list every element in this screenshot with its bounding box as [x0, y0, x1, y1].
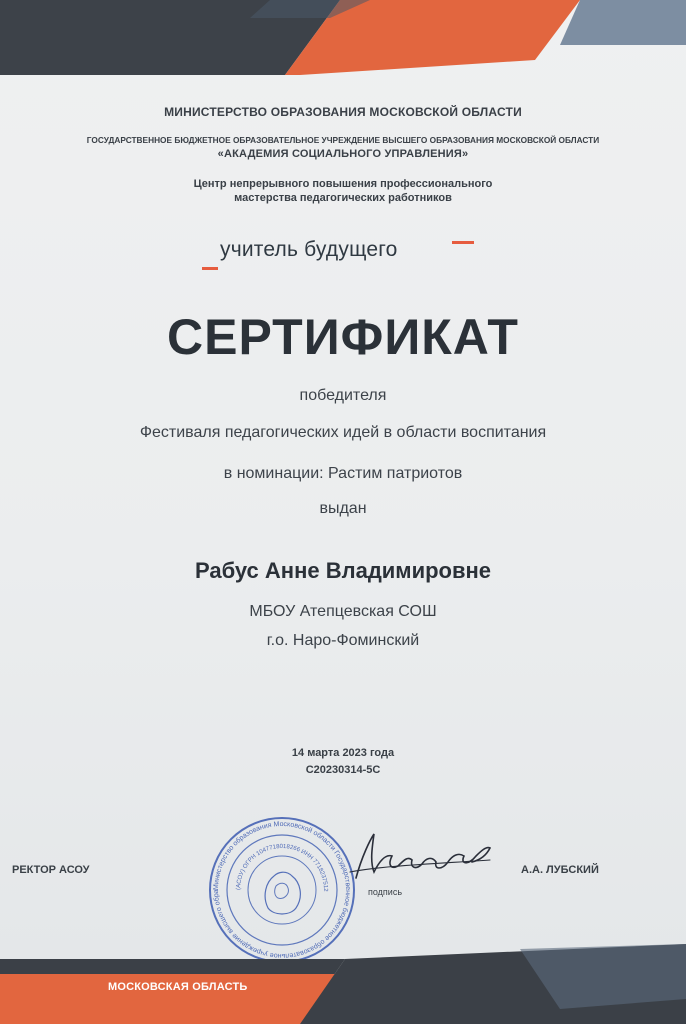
- center-name-line1: Центр непрерывного повышения профессионального: [193, 178, 493, 190]
- signer-name: А.А. ЛУБСКИЙ: [521, 864, 599, 876]
- svg-text:(АСОУ) ОГРН 1047718018266 ИНН: (АСОУ) ОГРН 1047718018266 ИНН 7718237512: [235, 843, 329, 892]
- rector-label: РЕКТОР АСОУ: [12, 864, 90, 876]
- winner-label: победителя: [299, 387, 387, 404]
- logo-dash-right: [452, 241, 474, 244]
- recipient-name: Рабус Анне Владимировне: [194, 558, 492, 583]
- institution-line: ГОСУДАРСТВЕННОЕ БЮДЖЕТНОЕ ОБРАЗОВАТЕЛЬНОЕ УЧРЕЖДЕНИЕ ВЫСШЕГО ОБРАЗОВАНИЯ МОСКОВСКОЙ ОБЛАСТИ: [86, 135, 600, 145]
- certificate-title: СЕРТИФИКАТ: [167, 309, 519, 365]
- academy-name: «АКАДЕМИЯ СОЦИАЛЬНОГО УПРАВЛЕНИЯ»: [217, 148, 469, 160]
- festival-name: Фестиваля педагогических идей в области воспитания: [139, 424, 547, 441]
- certificate-number: С20230314-5С: [305, 764, 381, 776]
- bottom-decorative-band: [0, 919, 686, 1024]
- svg-text:Министерство образования Моско: Министерство образования Московской области Государственное бюджетное образовательное учреждение высшего обра: [212, 820, 352, 960]
- program-logo: [202, 238, 482, 274]
- handwritten-signature: [340, 826, 500, 886]
- logo-dash-left: [202, 267, 218, 270]
- region-label: МОСКОВСКАЯ ОБЛАСТЬ: [108, 981, 248, 993]
- logo-text: учитель будущего: [220, 238, 398, 261]
- ministry-heading: МИНИСТЕРСТВО ОБРАЗОВАНИЯ МОСКОВСКОЙ ОБЛАСТИ: [164, 105, 522, 119]
- issue-date: 14 марта 2023 года: [291, 747, 395, 759]
- city-name: г.о. Наро-Фоминский: [266, 632, 420, 649]
- signature-caption: подпись: [368, 887, 403, 897]
- top-decorative-band: [0, 0, 686, 75]
- school-name: МБОУ Атепцевская СОШ: [249, 603, 437, 620]
- issued-label: выдан: [319, 500, 367, 517]
- nomination: в номинации: Растим патриотов: [223, 465, 463, 482]
- center-name-line2: мастерства педагогических работников: [234, 192, 452, 204]
